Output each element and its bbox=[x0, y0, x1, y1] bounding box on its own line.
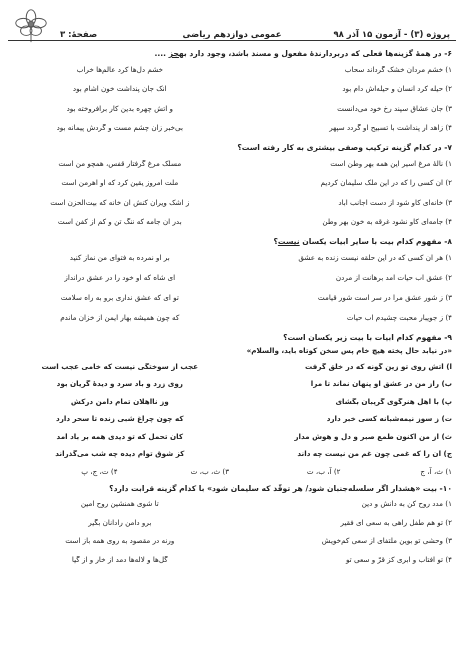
question-7-title: ۷- در کدام گزینه ترکیب وصفی بیشتری به کار رفته است؟ bbox=[237, 143, 452, 152]
question-9-choices bbox=[12, 463, 452, 479]
option-first-hemistich: ۳) جان عشاق سپند رخ خود می‌دانست bbox=[337, 104, 452, 113]
option-row[interactable] bbox=[12, 514, 452, 533]
option-second-hemistich: گل‌ها و لاله‌ها دمد از خار و از گیا bbox=[71, 555, 168, 564]
header-divider bbox=[8, 40, 456, 41]
option-row[interactable] bbox=[12, 551, 452, 570]
option-second-hemistich: تو ای که عشق نداری برو به راه سلامت bbox=[60, 294, 179, 302]
option-second-hemistich: برو دامن رادانان بگیر bbox=[88, 518, 152, 527]
option-row[interactable] bbox=[12, 213, 452, 233]
option-row[interactable] bbox=[12, 268, 452, 288]
verse-row bbox=[12, 376, 452, 394]
questions bbox=[12, 44, 452, 669]
option-first-hemistich: ۲) آن کسی را که در این ملک سلیمان کردیم bbox=[320, 179, 452, 188]
question-8-title-text: ۸- مفهوم کدام بیت با سایر ابیات یکسان bbox=[299, 237, 452, 246]
option-row[interactable] bbox=[12, 532, 452, 551]
verse-row bbox=[12, 358, 452, 376]
option-second-hemistich: بر او نمرده به فتوای من نماز کنید bbox=[69, 254, 170, 262]
option-second-hemistich: ای شاه که او خود را در عشق درانداز bbox=[64, 274, 176, 282]
option-first-hemistich: ۳) وحشی تو بوین ملتفای از سعی کم‌خویش bbox=[321, 537, 452, 546]
choice-2[interactable]: ۲) آ، ب، ت bbox=[306, 466, 341, 476]
option-second-hemistich: آنک جان پنداشت خون آشام بود bbox=[72, 85, 167, 94]
question-8-title bbox=[12, 235, 452, 248]
verse-first-hemistich: ب) راز من در عشق او پنهان نماند تا مرا bbox=[310, 380, 452, 389]
option-second-hemistich: بی‌خبر زان چشم مست و گردش پیمانه بود bbox=[56, 124, 183, 133]
question-10-title: ۱۰- بیت «هشدار اگر سلسله‌جنبان شود/ هر توقّد که سلیمان شود» با کدام گزینه قرابت دارد؟ bbox=[109, 484, 452, 493]
option-first-hemistich: ۴) زاهد ار پنداشت با تسبیح او گردد سپهر bbox=[329, 124, 452, 133]
choice-1[interactable]: ۱) ث، آ، ج bbox=[420, 466, 452, 476]
option-first-hemistich: ۱) مدد روح کن به دانش و دین bbox=[361, 500, 452, 509]
option-first-hemistich: ۳) خانه‌ای کاو شود از دست اجانب آباد bbox=[338, 198, 452, 207]
option-second-hemistich: مسلک مرغ گرفتار قفس، همچو من است bbox=[58, 159, 182, 168]
option-second-hemistich: و آتش چهره بدین کار برافروخته بود bbox=[66, 104, 173, 113]
option-row[interactable] bbox=[12, 154, 452, 174]
question-9-quote: «در نیابد حال پخته هیچ خام پس سخن کوتاه باید، والسلام» bbox=[246, 346, 452, 355]
verse-first-hemistich: پ) با اهل هنرگوی گریبان بگشای bbox=[335, 397, 452, 406]
option-row[interactable] bbox=[12, 174, 452, 194]
option-second-hemistich: ملت امروز یقین کرد که او اهرمن است bbox=[61, 179, 179, 188]
verse-row bbox=[12, 428, 452, 446]
option-row[interactable] bbox=[12, 119, 452, 139]
verse-row bbox=[12, 446, 452, 464]
verse-first-hemistich: آ) آتش روی تو زین گونه که در خلق گرفت bbox=[305, 362, 452, 371]
option-row[interactable] bbox=[12, 308, 452, 328]
verse-first-hemistich: ج) آن را که غمی چون غم من نیست چه داند bbox=[297, 450, 452, 459]
question-6-title-emph: جز bbox=[168, 49, 179, 58]
option-first-hemistich: ۳) ز شور عشق مرا در سر است شور قیامت bbox=[317, 294, 452, 302]
option-first-hemistich: ۱) نالهٔ مرغ اسیر این همه بهر وطن است bbox=[330, 159, 452, 168]
verse-row bbox=[12, 411, 452, 429]
option-row[interactable] bbox=[12, 288, 452, 308]
option-row[interactable] bbox=[12, 60, 452, 80]
option-row[interactable] bbox=[12, 248, 452, 268]
verse-second-hemistich: روی زرد و باد سرد و دیدهٔ گریان بود bbox=[56, 380, 183, 389]
question-9 bbox=[12, 331, 452, 479]
question-7 bbox=[12, 141, 452, 232]
option-second-hemistich: بدر آن جامه که ننگ تن و کم از کفن است bbox=[57, 218, 182, 227]
verse-second-hemistich: وز نااهلان تمام دامن درکش bbox=[70, 397, 169, 406]
question-6-title-end: .... bbox=[154, 49, 169, 58]
option-first-hemistich: ۴) تو آفتاب و ابری کز قرّ و سعی تو bbox=[345, 555, 452, 564]
option-second-hemistich: خشم دل‌ها کرد عالم‌ها خراب bbox=[76, 65, 163, 74]
option-first-hemistich: ۴) جامه‌ای کاو نشود غرقه به خون بهر وطن bbox=[322, 218, 452, 227]
option-second-hemistich: ز اشک ویران کنش آن خانه که بیت‌الحزن است bbox=[50, 198, 190, 207]
option-row[interactable] bbox=[12, 99, 452, 119]
question-9-title: ۹- مفهوم کدام ابیات با بیت زیر یکسان است؟ bbox=[283, 333, 452, 342]
choice-4[interactable]: ۴) ت، ج، پ bbox=[81, 466, 118, 476]
option-second-hemistich: تا شوی همنشین روح امین bbox=[80, 500, 159, 509]
option-first-hemistich: ۱) خشم مردان خشک گرداند سحاب bbox=[344, 65, 452, 74]
question-8 bbox=[12, 235, 452, 328]
verse-first-hemistich: ت) ز سوز نیمه‌شبانه کسی خبر دارد bbox=[326, 415, 452, 424]
verse-first-hemistich: ث) از من اکنون طمع صبر و دل و هوش مدار bbox=[294, 432, 452, 441]
header-project: پروژه (۳) - آزمون ۱۵ آذر ۹۸ bbox=[333, 30, 450, 40]
flower-logo-icon bbox=[12, 6, 50, 44]
question-6-title-text: ۶- در همهٔ گزینه‌ها فعلی که دربردارندهٔ مفعول و مسند باشد، وجود دارد به bbox=[178, 49, 452, 58]
option-second-hemistich: که چون همیشه بهار ایمن از خزان ماندم bbox=[60, 314, 180, 322]
question-6 bbox=[12, 47, 452, 138]
option-row[interactable] bbox=[12, 80, 452, 100]
option-first-hemistich: ۱) هر آن کسی که در این حلقه نیست زنده به عشق bbox=[298, 254, 452, 262]
header-page-number: صفحهٔ: ۳ bbox=[60, 30, 98, 40]
option-row[interactable] bbox=[12, 193, 452, 213]
option-first-hemistich: ۲) عشق آب حیات آمد برهانت از مردن bbox=[335, 274, 452, 282]
option-first-hemistich: ۴) ز جویبار محبت چشیدم آب حیات bbox=[346, 314, 452, 322]
option-first-hemistich: ۲) تو هم طفل راهی به سعی ای فقیر bbox=[340, 518, 452, 527]
verse-second-hemistich: کز شوق توام دیده چه شب می‌گذراند bbox=[55, 450, 185, 459]
option-row[interactable] bbox=[12, 495, 452, 514]
question-6-title bbox=[12, 47, 452, 60]
verse-row bbox=[12, 393, 452, 411]
page-header bbox=[8, 4, 456, 44]
verse-second-hemistich: عجب از سوختگی نیست که خامی عجب است bbox=[41, 362, 199, 371]
verse-second-hemistich: که چون چراغ شبی زنده تا سحر دارد bbox=[56, 415, 184, 424]
choice-3[interactable]: ۳) ث، ب، ت bbox=[190, 466, 230, 476]
question-10 bbox=[12, 482, 452, 569]
option-second-hemistich: ورنه در مقصود به روی همه باز است bbox=[65, 537, 175, 546]
option-first-hemistich: ۲) حیله کرد انسان و حیله‌اش دام بود bbox=[342, 85, 452, 94]
header-subject: عمومی دوازدهم ریاضی bbox=[182, 30, 282, 40]
question-8-title-emph: نیست bbox=[277, 237, 300, 246]
verse-second-hemistich: کان تحمل که تو دیدی همه بر باد آمد bbox=[56, 432, 184, 441]
question-8-title-end: ؟ bbox=[273, 237, 278, 246]
